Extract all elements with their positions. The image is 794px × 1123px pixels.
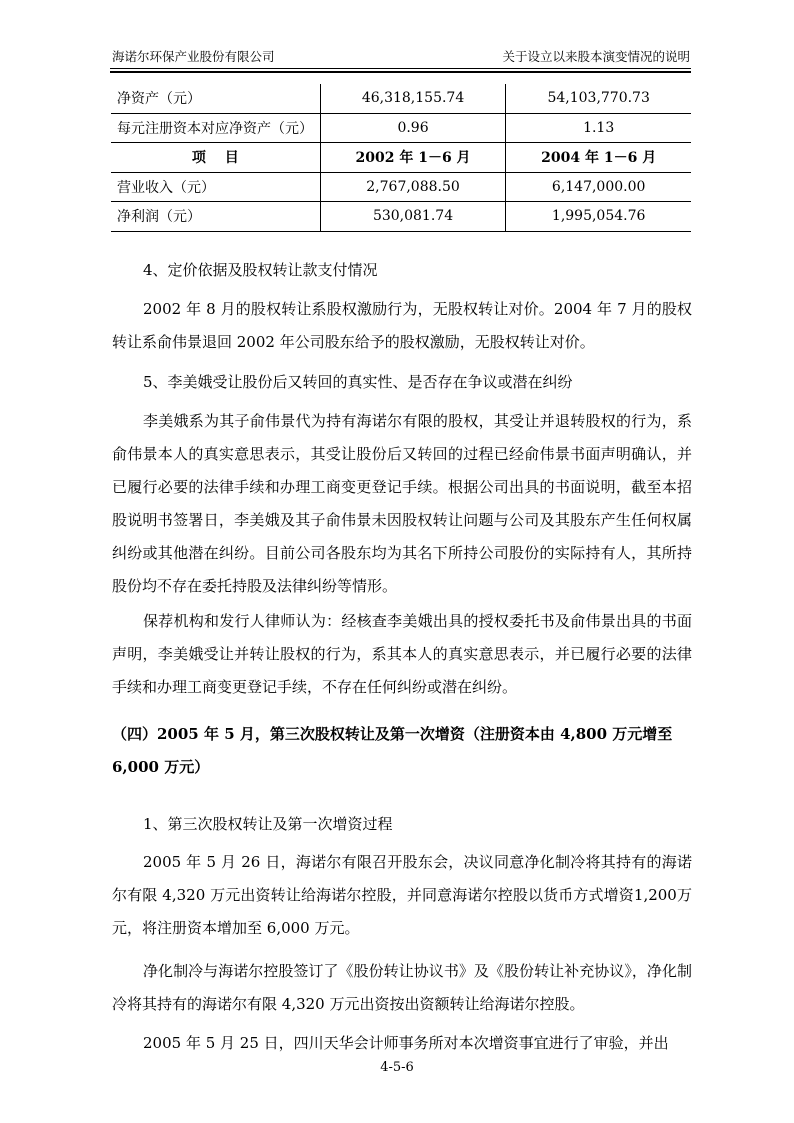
table-cell: 2004 年 1－6 月	[506, 143, 691, 173]
section-heading: （四）2005 年 5 月，第三次股权转让及第一次增资（注册资本由 4,800 万元增至 6,000 万元）	[112, 725, 673, 776]
table-cell: 54,103,770.73	[506, 84, 691, 113]
section-4-title: 4、定价依据及股权转让款支付情况	[143, 261, 378, 279]
table-cell: 0.96	[320, 113, 506, 143]
table-row	[111, 84, 691, 113]
table-cell: 46,318,155.74	[320, 84, 506, 113]
table-cell: 项 目	[111, 143, 320, 173]
financial-table	[111, 84, 691, 232]
header-rule-thick	[110, 71, 691, 73]
table-cell: 2,767,088.50	[320, 172, 506, 202]
table-cell: 1.13	[506, 113, 691, 143]
paragraph: 保荐机构和发行人律师认为：经核查李美娥出具的授权委托书及俞伟景出具的书面声明，李美娥受让并转让股权的行为，系其本人的真实意思表示，并已履行必要的法律手续和办理工商变更登记手续，不存在任何纠纷或潜在纠纷。	[112, 612, 692, 696]
table-cell: 净利润（元）	[111, 202, 320, 232]
header-rule	[110, 68, 691, 69]
table-row	[111, 172, 691, 202]
paragraph: 2005 年 5 月 25 日，四川天华会计师事务所对本次增资事宜进行了审验，并出	[143, 1034, 669, 1052]
section-5-title: 5、李美娥受让股份后又转回的真实性、是否存在争议或潜在纠纷	[143, 373, 573, 391]
paragraph: 李美娥系为其子俞伟景代为持有海诺尔有限的股权，其受让并退转股权的行为，系俞伟景本人的真实意思表示，其受让股份后又转回的过程已经俞伟景书面声明确认，并已履行必要的法律手续和办理工商变更登记手续。根据公司出具的书面说明，截至本招股说明书签署日，李美娥及其子俞伟景未因股权转让问题与公司及其股东产生任何权属纠纷或其他潜在纠纷。目前公司各股东均为其名下所持公司股份的实际持有人，其所持股份均不存在委托持股及法律纠纷等情形。	[112, 412, 692, 595]
paragraph: 2005 年 5 月 26 日，海诺尔有限召开股东会，决议同意净化制冷将其持有的海诺尔有限 4,320 万元出资转让给海诺尔控股，并同意海诺尔控股以货币方式增资1,200万元，将注册资本增加至 6,000 万元。	[112, 853, 692, 937]
table-cell: 1,995,054.76	[506, 202, 691, 232]
table-cell: 每元注册资本对应净资产（元）	[111, 113, 320, 143]
table-cell: 净资产（元）	[111, 84, 320, 113]
table-cell: 6,147,000.00	[506, 172, 691, 202]
table-row	[111, 113, 691, 143]
subsection-1-title: 1、第三次股权转让及第一次增资过程	[143, 815, 393, 833]
table-cell: 2002 年 1－6 月	[320, 143, 506, 173]
company-name: 海诺尔环保产业股份有限公司	[112, 49, 275, 64]
paragraph: 2002 年 8 月的股权转让系股权激励行为，无股权转让对价。2004 年 7 月的股权转让系俞伟景退回 2002 年公司股东给予的股权激励，无股权转让对价。	[112, 300, 692, 351]
table-row	[111, 143, 691, 173]
table-row	[111, 202, 691, 232]
page-header	[112, 47, 690, 69]
table-cell: 530,081.74	[320, 202, 506, 232]
table-cell: 营业收入（元）	[111, 172, 320, 202]
paragraph: 净化制冷与海诺尔控股签订了《股份转让协议书》及《股份转让补充协议》，净化制冷将其持有的海诺尔有限 4,320 万元出资按出资额转让给海诺尔控股。	[112, 962, 692, 1013]
page-number: 4-5-6	[380, 1060, 414, 1075]
document-title: 关于设立以来股本演变情况的说明	[502, 49, 690, 64]
